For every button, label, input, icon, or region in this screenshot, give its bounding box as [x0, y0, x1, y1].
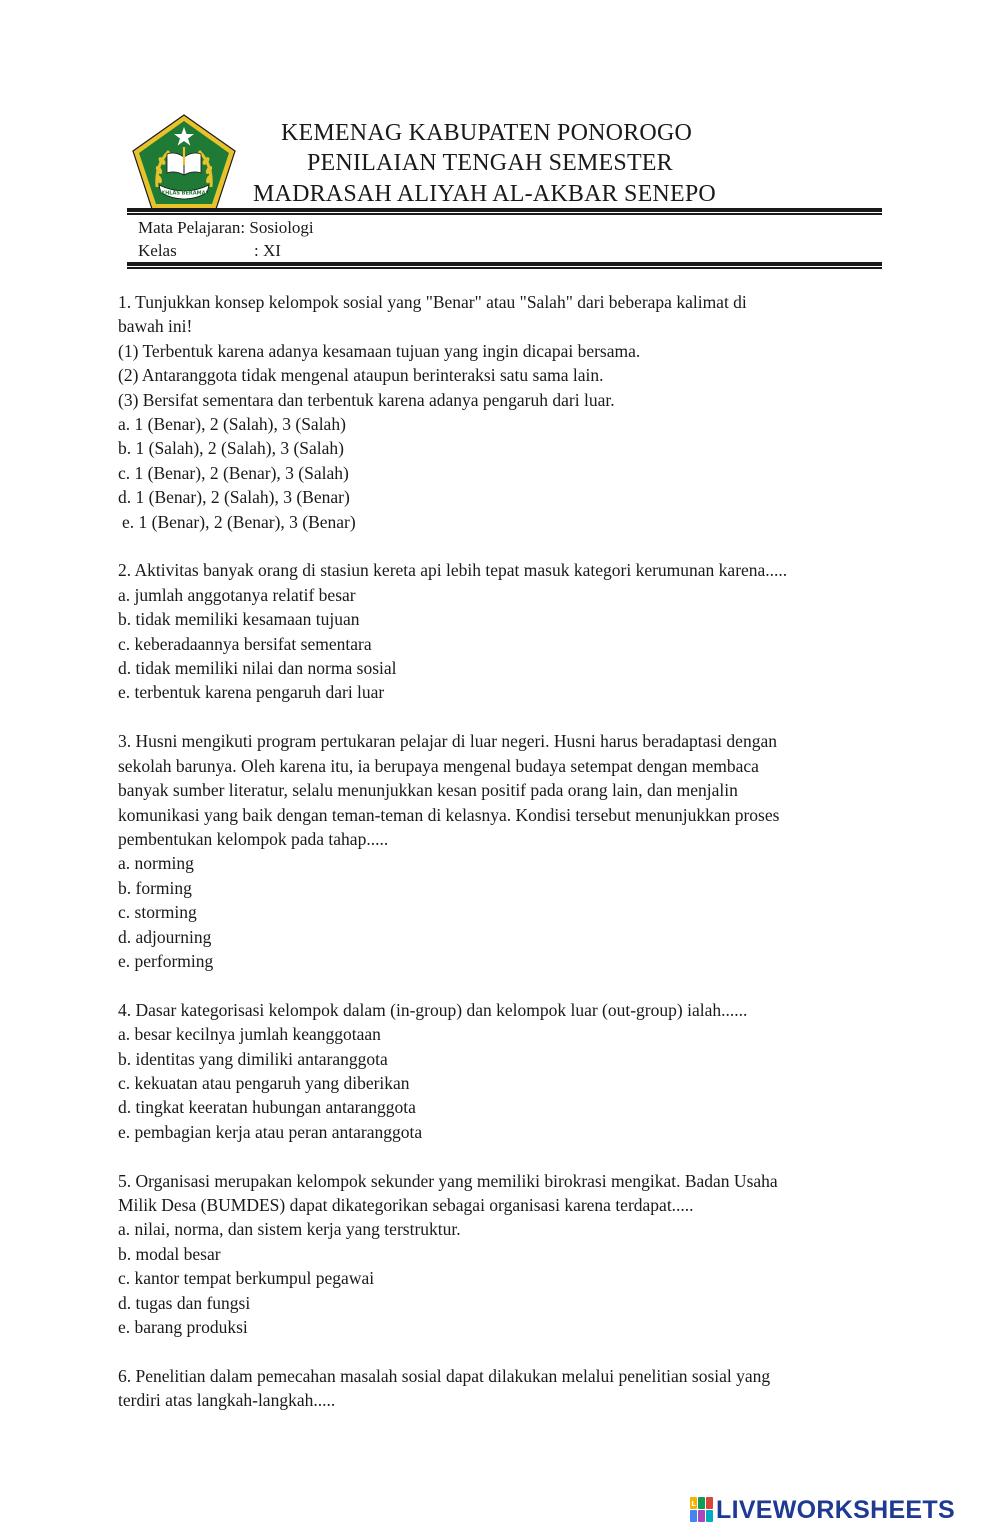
question-2-option-c[interactable]: c. keberadaannya bersifat sementara — [118, 633, 372, 654]
liveworksheets-logo-icon — [690, 1497, 714, 1523]
question-2-option-d[interactable]: d. tidak memiliki nilai dan norma sosial — [118, 658, 397, 679]
question-6-line: 6. Penelitian dalam pemecahan masalah sosial dapat dilakukan melalui penelitian sosial yang — [118, 1365, 771, 1386]
question-5-option-e[interactable]: e. barang produksi — [118, 1317, 248, 1337]
header-divider-thin — [127, 213, 882, 215]
question-5-line: 5. Organisasi merupakan kelompok sekunder yang memiliki birokrasi mengikat. Badan Usaha — [118, 1170, 778, 1191]
question-2-option-e[interactable]: e. terbentuk karena pengaruh dari luar — [118, 682, 385, 703]
question-1-statement-1: (1) Terbentuk karena adanya kesamaan tujuan yang ingin dicapai bersama. — [118, 340, 641, 361]
svg-text:IKHLAS BERAMAL: IKHLAS BERAMAL — [159, 190, 209, 197]
question-1-statement-3: (3) Bersifat sementara dan terbentuk karena adanya pengaruh dari luar. — [118, 389, 615, 410]
question-1-option-c[interactable]: c. 1 (Benar), 2 (Benar), 3 (Salah) — [118, 462, 349, 483]
question-3-line: komunikasi yang baik dengan teman-teman di kelasnya. Kondisi tersebut menunjukkan proses — [118, 804, 780, 825]
question-5-option-d[interactable]: d. tugas dan fungsi — [118, 1292, 251, 1313]
question-1-statement-2: (2) Antaranggota tidak mengenal ataupun berinteraksi satu sama lain. — [118, 365, 604, 386]
header-title-institution: KEMENAG KABUPATEN PONOROGO — [281, 120, 693, 146]
question-3-option-c[interactable]: c. storming — [118, 902, 197, 923]
question-1-line: bawah ini! — [118, 316, 193, 337]
question-3-line: pembentukan kelompok pada tahap..... — [118, 828, 389, 849]
question-2-line: 2. Aktivitas banyak orang di stasiun kereta api lebih tepat masuk kategori kerumunan karena..... — [118, 560, 788, 581]
question-3 — [118, 729, 878, 973]
question-4-option-b[interactable]: b. identitas yang dimiliki antaranggota — [118, 1048, 388, 1069]
question-3-option-a[interactable]: a. norming — [118, 853, 194, 874]
liveworksheets-brand[interactable] — [690, 1493, 990, 1527]
question-3-option-d[interactable]: d. adjourning — [118, 926, 212, 947]
question-1-line: 1. Tunjukkan konsep kelompok sosial yang "Benar" atau "Salah" dari beberapa kalimat di — [118, 292, 747, 312]
question-4-option-d[interactable]: d. tingkat keeratan hubungan antaranggota — [118, 1097, 416, 1118]
svg-text:L: L — [691, 1500, 696, 1508]
subject-label: Mata Pelajaran: Sosiologi — [138, 218, 314, 237]
question-1-option-d[interactable]: d. 1 (Benar), 2 (Salah), 3 (Benar) — [118, 487, 350, 508]
kemenag-emblem-logo — [131, 113, 237, 211]
question-6 — [118, 1364, 878, 1413]
question-1 — [118, 290, 878, 534]
question-3-line: sekolah barunya. Oleh karena itu, ia berupaya mengenal budaya setempat dengan membaca — [118, 755, 759, 776]
question-3-option-b[interactable]: b. forming — [118, 877, 192, 898]
question-2-option-a[interactable]: a. jumlah anggotanya relatif besar — [118, 584, 356, 605]
question-4-option-a[interactable]: a. besar kecilnya jumlah keanggotaan — [118, 1024, 381, 1045]
class-value: : XI — [254, 241, 281, 260]
question-5-line: Milik Desa (BUMDES) dapat dikategorikan sebagai organisasi karena terdapat..... — [118, 1194, 694, 1215]
meta-divider-thick — [127, 262, 882, 266]
question-1-option-b[interactable]: b. 1 (Salah), 2 (Salah), 3 (Salah) — [118, 438, 344, 459]
liveworksheets-wordmark: LIVEWORKSHEETS — [716, 1495, 955, 1524]
document-header — [0, 0, 1000, 280]
question-4-line: 4. Dasar kategorisasi kelompok dalam (in-group) dan kelompok luar (out-group) ialah...... — [118, 999, 748, 1020]
question-3-option-e[interactable]: e. performing — [118, 950, 214, 971]
meta-divider-thin — [127, 267, 882, 269]
question-4-option-c[interactable]: c. kekuatan atau pengaruh yang diberikan — [118, 1072, 410, 1093]
question-5-option-b[interactable]: b. modal besar — [118, 1243, 221, 1264]
question-3-line: 3. Husni mengikuti program pertukaran pelajar di luar negeri. Husni harus beradaptasi dengan — [118, 731, 777, 752]
question-2-option-b[interactable]: b. tidak memiliki kesamaan tujuan — [118, 609, 360, 630]
question-5 — [118, 1169, 878, 1340]
question-5-option-a[interactable]: a. nilai, norma, dan sistem kerja yang terstruktur. — [118, 1219, 461, 1240]
question-4 — [118, 998, 878, 1144]
question-5-option-c[interactable]: c. kantor tempat berkumpul pegawai — [118, 1268, 375, 1289]
question-6-line: terdiri atas langkah-langkah..... — [118, 1390, 336, 1411]
question-2 — [118, 558, 878, 704]
class-info — [138, 240, 281, 262]
header-title-exam: PENILAIAN TENGAH SEMESTER — [307, 150, 673, 176]
question-1-option-e[interactable]: e. 1 (Benar), 2 (Benar), 3 (Benar) — [122, 511, 356, 532]
header-divider-thick — [127, 208, 882, 212]
question-list — [118, 290, 878, 1437]
question-3-line: banyak sumber literatur, selalu menunjukkan kesan positif pada orang lain, dan menjalin — [118, 780, 738, 801]
header-title-school: MADRASAH ALIYAH AL-AKBAR SENEPO — [253, 181, 716, 207]
question-1-option-a[interactable]: a. 1 (Benar), 2 (Salah), 3 (Salah) — [118, 414, 346, 435]
question-4-option-e[interactable]: e. pembagian kerja atau peran antaranggota — [118, 1121, 423, 1142]
class-label: Kelas — [138, 241, 177, 260]
